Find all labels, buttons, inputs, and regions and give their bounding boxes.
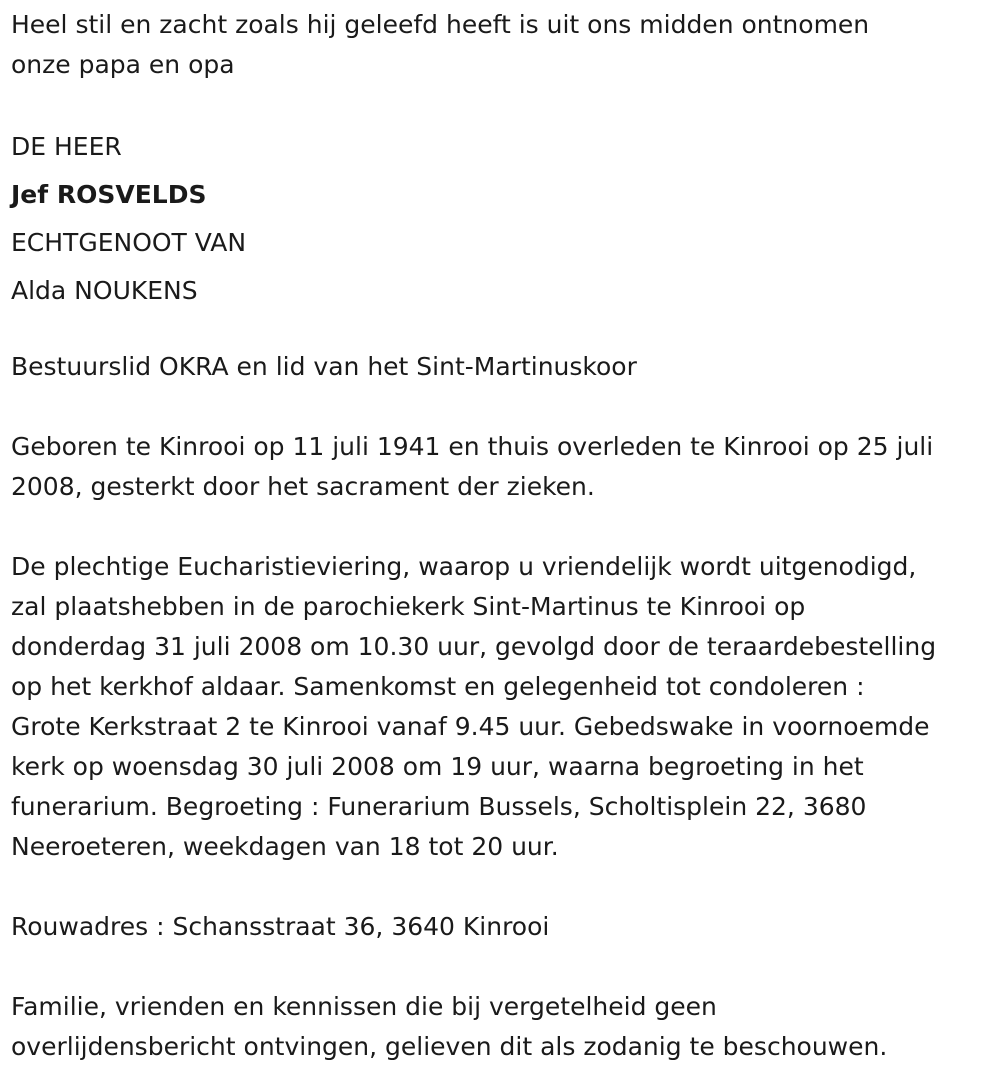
mourning-address: Rouwadres : Schansstraat 36, 3640 Kinrooi [11,912,550,941]
mourning-address-paragraph [11,907,996,947]
spacer [11,867,996,907]
death-notice [11,0,996,1067]
spacer [11,507,996,547]
roles-line: Bestuurslid OKRA en lid van het Sint-Martinuskoor [11,352,637,381]
intro-line: Heel stil en zacht zoals hij geleefd heeft is uit ons midden ontnomen [11,10,870,39]
intro-paragraph [11,5,996,85]
deceased-block [11,123,996,315]
birth-death-line: Geboren te Kinrooi op 11 juli 1941 en thuis overleden te Kinrooi op 25 juli [11,432,934,461]
spouse-name: Alda NOUKENS [11,276,198,305]
roles-paragraph [11,347,996,387]
birth-death-line: 2008, gesterkt door het sacrament der zieken. [11,472,595,501]
ceremony-line: Grote Kerkstraat 2 te Kinrooi vanaf 9.45 uur. Gebedswake in voornoemde [11,712,930,741]
birth-death-paragraph [11,427,996,507]
closing-paragraph [11,987,996,1067]
ceremony-line: kerk op woensdag 30 juli 2008 om 19 uur, waarna begroeting in het [11,752,864,781]
spacer [11,315,996,347]
ceremony-line: donderdag 31 juli 2008 om 10.30 uur, gevolgd door de teraardebestelling [11,632,937,661]
ceremony-line: Neeroeteren, weekdagen van 18 tot 20 uur. [11,832,559,861]
salutation: DE HEER [11,132,122,161]
spacer [11,947,996,987]
intro-line: onze papa en opa [11,50,235,79]
closing-line: Familie, vrienden en kennissen die bij vergetelheid geen [11,992,717,1021]
spacer [11,387,996,427]
deceased-name: Jef ROSVELDS [11,180,207,209]
spacer [11,85,996,123]
spouse-label: ECHTGENOOT VAN [11,228,247,257]
ceremony-line: funerarium. Begroeting : Funerarium Bussels, Scholtisplein 22, 3680 [11,792,867,821]
ceremony-line: op het kerkhof aldaar. Samenkomst en gelegenheid tot condoleren : [11,672,865,701]
ceremony-paragraph [11,547,996,867]
closing-line: overlijdensbericht ontvingen, gelieven dit als zodanig te beschouwen. [11,1032,888,1061]
ceremony-line: De plechtige Eucharistieviering, waarop u vriendelijk wordt uitgenodigd, [11,552,917,581]
ceremony-line: zal plaatshebben in de parochiekerk Sint-Martinus te Kinrooi op [11,592,806,621]
